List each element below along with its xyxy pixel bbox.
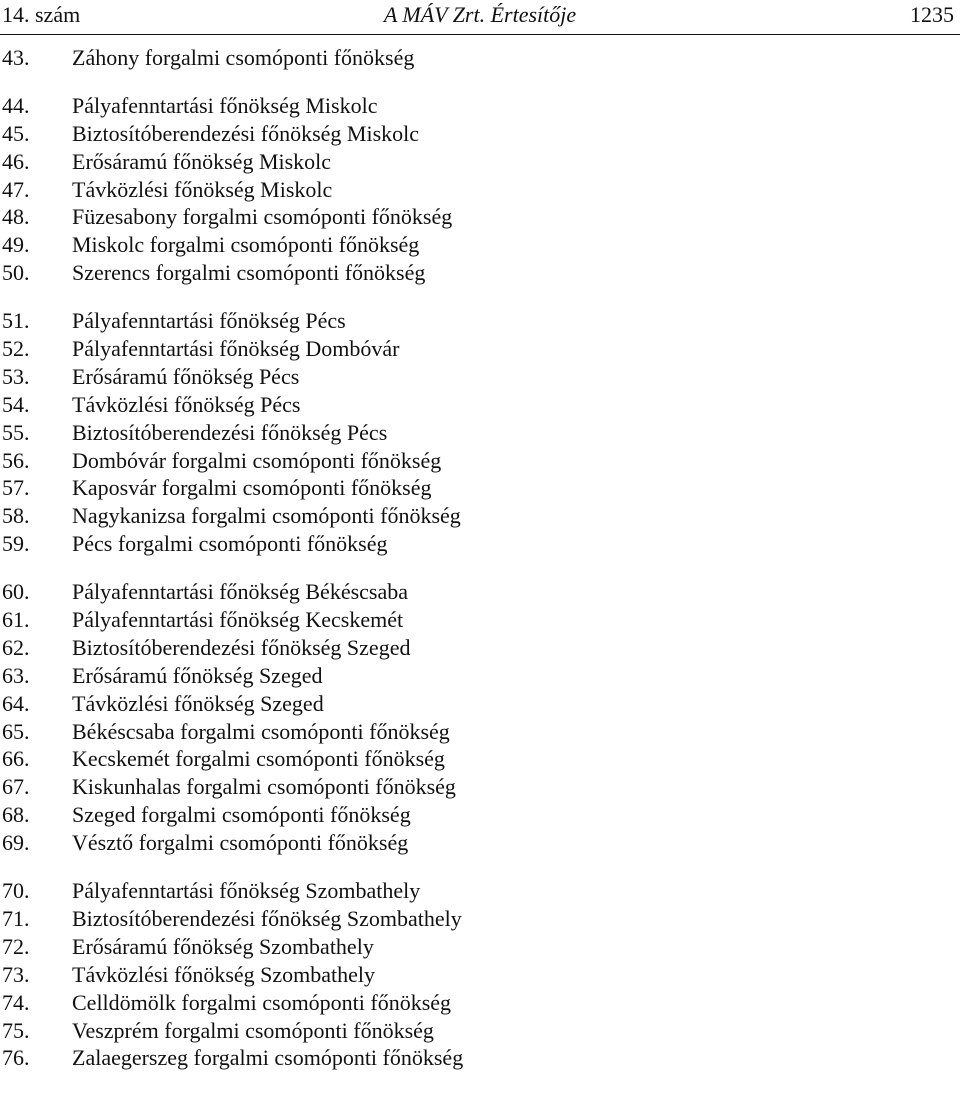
list-item: [0, 530, 960, 558]
item-number: 67.: [2, 774, 30, 800]
item-text: Távközlési főnökség Miskolc: [72, 176, 333, 202]
item-number: 44.: [2, 92, 30, 118]
publication-title: A MÁV Zrt. Értesítője: [383, 2, 577, 27]
item-text: Kiskunhalas forgalmi csomóponti főnökség: [72, 774, 456, 800]
item-number: 45.: [2, 120, 30, 146]
numbered-list: [0, 44, 960, 1072]
item-number: 53.: [2, 363, 30, 389]
item-text: Biztosítóberendezési főnökség Miskolc: [72, 120, 420, 146]
list-group: [0, 578, 960, 857]
item-text: Záhony forgalmi csomóponti főnökség: [72, 45, 415, 70]
list-item: [0, 905, 960, 933]
item-number: 66.: [2, 746, 30, 772]
list-group: [0, 877, 960, 1072]
list-item: [0, 877, 960, 905]
list-item: [0, 961, 960, 989]
item-number: 46.: [2, 148, 30, 174]
list-item: [0, 363, 960, 391]
list-item: [0, 718, 960, 746]
page-header: [0, 0, 960, 36]
item-text: Dombóvár forgalmi csomóponti főnökség: [72, 447, 442, 473]
list-item: [0, 335, 960, 363]
list-item: [0, 447, 960, 475]
list-item: [0, 745, 960, 773]
item-number: 59.: [2, 531, 30, 557]
item-number: 65.: [2, 718, 30, 744]
item-text: Távközlési főnökség Szombathely: [72, 961, 376, 987]
item-text: Pályafenntartási főnökség Dombóvár: [72, 336, 400, 362]
item-text: Pályafenntartási főnökség Miskolc: [72, 92, 378, 118]
item-number: 58.: [2, 503, 30, 529]
item-number: 72.: [2, 933, 30, 959]
item-number: 49.: [2, 232, 30, 258]
item-text: Kaposvár forgalmi csomóponti főnökség: [72, 475, 432, 501]
item-text: Veszprém forgalmi csomóponti főnökség: [72, 1017, 434, 1043]
list-group: [0, 92, 960, 287]
item-number: 52.: [2, 336, 30, 362]
item-text: Pályafenntartási főnökség Békéscsaba: [72, 579, 408, 605]
item-number: 63.: [2, 662, 30, 688]
item-number: 74.: [2, 989, 30, 1015]
list-item: [0, 933, 960, 961]
list-item: [0, 634, 960, 662]
list-item: [0, 578, 960, 606]
item-number: 50.: [2, 260, 30, 286]
list-item: [0, 203, 960, 231]
item-text: Pályafenntartási főnökség Kecskemét: [72, 607, 404, 633]
item-text: Békéscsaba forgalmi csomóponti főnökség: [72, 718, 450, 744]
item-text: Erősáramú főnökség Pécs: [72, 363, 300, 389]
item-text: Pályafenntartási főnökség Szombathely: [72, 878, 421, 904]
item-text: Miskolc forgalmi csomóponti főnökség: [72, 232, 420, 258]
item-number: 60.: [2, 579, 30, 605]
list-item: [0, 773, 960, 801]
list-item: [0, 148, 960, 176]
item-text: Biztosítóberendezési főnökség Pécs: [72, 419, 388, 445]
item-number: 54.: [2, 391, 30, 417]
item-text: Szeged forgalmi csomóponti főnökség: [72, 802, 411, 828]
item-text: Biztosítóberendezési főnökség Szombathely: [72, 905, 462, 931]
list-item: [0, 1044, 960, 1072]
item-number: 48.: [2, 204, 30, 230]
list-item: [0, 502, 960, 530]
list-item: [0, 231, 960, 259]
list-item: [0, 690, 960, 718]
item-number: 51.: [2, 308, 30, 334]
item-text: Celldömölk forgalmi csomóponti főnökség: [72, 989, 452, 1015]
item-text: Erősáramú főnökség Szombathely: [72, 933, 374, 959]
list-item: [0, 606, 960, 634]
page-number: 1235: [910, 2, 954, 27]
item-number: 64.: [2, 690, 30, 716]
item-number: 70.: [2, 878, 30, 904]
list-item: [0, 801, 960, 829]
item-text: Távközlési főnökség Pécs: [72, 391, 301, 417]
item-number: 62.: [2, 634, 30, 660]
item-text: Zalaegerszeg forgalmi csomóponti főnökség: [72, 1045, 464, 1071]
item-text: Távközlési főnökség Szeged: [72, 690, 324, 716]
list-item: [0, 259, 960, 287]
list-item: [0, 92, 960, 120]
list-item: [0, 662, 960, 690]
list-item: [0, 120, 960, 148]
item-text: Vésztő forgalmi csomóponti főnökség: [72, 830, 409, 856]
item-number: 68.: [2, 802, 30, 828]
item-text: Pályafenntartási főnökség Pécs: [72, 308, 346, 334]
list-item: [0, 1017, 960, 1045]
item-number: 43.: [2, 45, 30, 70]
list-item: [0, 391, 960, 419]
list-item: [0, 829, 960, 857]
item-number: 76.: [2, 1045, 30, 1071]
item-number: 47.: [2, 176, 30, 202]
item-number: 61.: [2, 607, 30, 633]
item-text: Erősáramú főnökség Szeged: [72, 662, 323, 688]
item-text: Biztosítóberendezési főnökség Szeged: [72, 634, 411, 660]
list-group: [0, 307, 960, 558]
item-number: 73.: [2, 961, 30, 987]
item-number: 57.: [2, 475, 30, 501]
item-number: 69.: [2, 830, 30, 856]
item-number: 55.: [2, 419, 30, 445]
list-item: [0, 474, 960, 502]
item-number: 56.: [2, 447, 30, 473]
list-item: [0, 44, 960, 72]
item-number: 75.: [2, 1017, 30, 1043]
item-text: Füzesabony forgalmi csomóponti főnökség: [72, 204, 453, 230]
list-item: [0, 176, 960, 204]
list-item: [0, 989, 960, 1017]
item-text: Szerencs forgalmi csomóponti főnökség: [72, 260, 426, 286]
item-text: Nagykanizsa forgalmi csomóponti főnökség: [72, 503, 461, 529]
issue-number: 14. szám: [2, 2, 81, 27]
list-item: [0, 419, 960, 447]
list-item: [0, 307, 960, 335]
header-rule: [0, 34, 960, 35]
item-text: Kecskemét forgalmi csomóponti főnökség: [72, 746, 445, 772]
list-group: [0, 44, 960, 72]
item-text: Pécs forgalmi csomóponti főnökség: [72, 531, 388, 557]
item-number: 71.: [2, 905, 30, 931]
item-text: Erősáramú főnökség Miskolc: [72, 148, 332, 174]
